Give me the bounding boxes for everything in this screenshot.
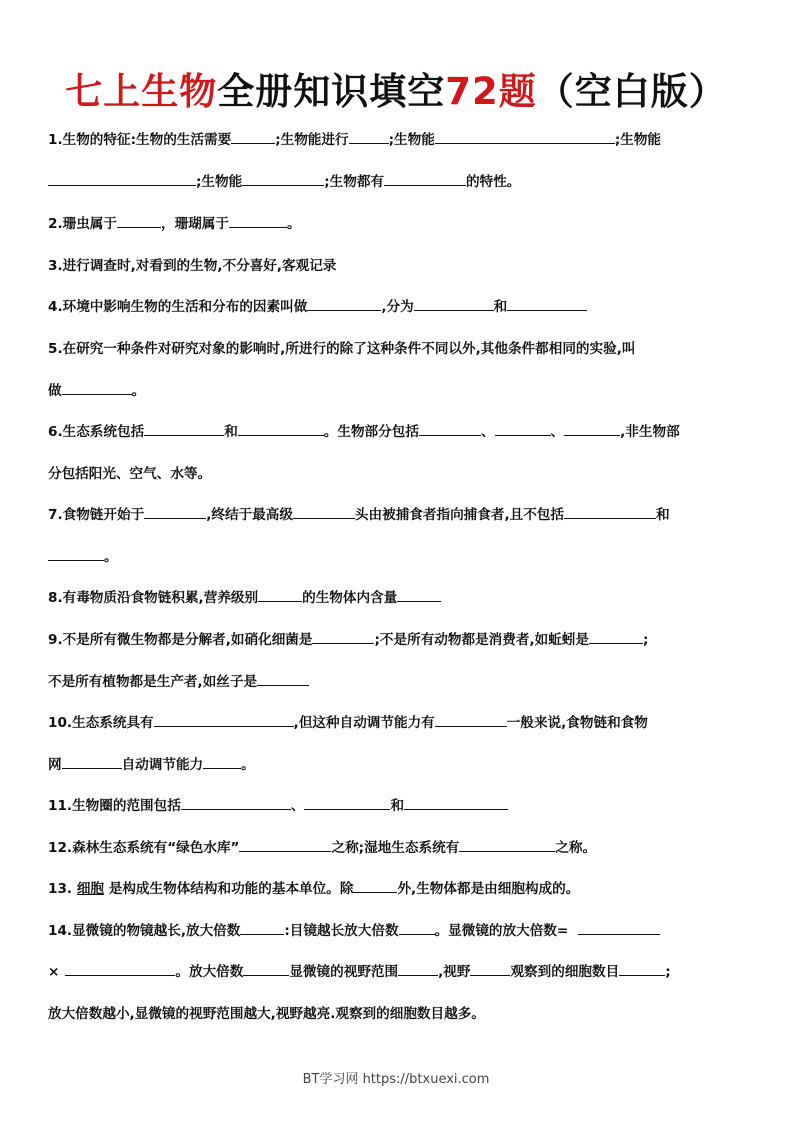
- title-count: 72题: [445, 70, 537, 113]
- fill-blank[interactable]: [240, 920, 284, 935]
- fill-blank[interactable]: [384, 171, 466, 186]
- fill-blank[interactable]: [578, 920, 660, 935]
- q14-line3: 放大倍数越小,显微镜的视野范围越大,视野越亮.观察到的细胞数目越多。: [48, 1006, 485, 1022]
- q1-line2: ;生物能 ;生物都有 的特性。: [48, 170, 520, 194]
- title-version: （空白版）: [536, 70, 727, 113]
- fill-blank[interactable]: [564, 504, 656, 519]
- fill-blank[interactable]: [293, 504, 355, 519]
- fill-blank[interactable]: [307, 296, 381, 311]
- fill-blank[interactable]: [619, 961, 665, 976]
- fill-blank[interactable]: [397, 587, 441, 602]
- q2-line: 2.珊虫属于 ，珊瑚属于 。: [48, 212, 301, 236]
- fill-blank[interactable]: [62, 754, 122, 769]
- q10-line1: 10.生态系统具有 ,但这种自动调节能力有 一般来说,食物链和食物: [48, 711, 648, 735]
- fill-blank[interactable]: [495, 421, 551, 436]
- fill-blank[interactable]: [414, 296, 494, 311]
- fill-blank[interactable]: [564, 421, 620, 436]
- q9-line1: 9.不是所有微生物都是分解者,如硝化细菌是 ;不是所有动物都是消费者,如蚯蚓是 ;: [48, 628, 648, 652]
- q12-line: 12.森林生态系统有“绿色水库” 之称;湿地生态系统有 之称。: [48, 836, 596, 860]
- q7-line2: 。: [48, 545, 118, 569]
- footer-watermark: BT学习网 https://btxuexi.com: [302, 1072, 490, 1087]
- fill-blank[interactable]: [470, 961, 510, 976]
- q6-line1: 6.生态系统包括 和 。生物部分包括 、 、 ,非生物部: [48, 420, 680, 444]
- fill-blank[interactable]: [239, 837, 331, 852]
- underlined-term: 细胞: [76, 881, 105, 897]
- fill-blank[interactable]: [304, 795, 390, 810]
- fill-blank[interactable]: [243, 961, 289, 976]
- q14-line1: 14.显微镜的物镜越长,放大倍数 :目镜越长放大倍数 。显微镜的放大倍数=: [48, 919, 660, 943]
- fill-blank[interactable]: [257, 671, 309, 686]
- q5-line2: 做 。: [48, 379, 145, 403]
- fill-blank[interactable]: [48, 546, 104, 561]
- fill-blank[interactable]: [238, 421, 324, 436]
- fill-blank[interactable]: [48, 171, 196, 186]
- q11-line: 11.生物圈的范围包括 、 和: [48, 794, 508, 818]
- fill-blank[interactable]: [242, 171, 324, 186]
- q7-line1: 7.食物链开始于 ,终结于最高级 头由被捕食者指向捕食者,且不包括 和: [48, 503, 670, 527]
- fill-blank[interactable]: [62, 380, 132, 395]
- q9-line2: 不是所有植物都是生产者,如丝子是: [48, 670, 309, 694]
- fill-blank[interactable]: [203, 754, 241, 769]
- fill-blank[interactable]: [353, 878, 397, 893]
- fill-blank[interactable]: [435, 712, 507, 727]
- page-title: [0, 64, 792, 120]
- fill-blank[interactable]: [435, 129, 615, 144]
- q5-line1: 5.在研究一种条件对研究对象的影响时,所进行的除了这种条件不同以外,其他条件都相同的实验,叫: [48, 341, 636, 357]
- fill-blank[interactable]: [65, 961, 175, 976]
- fill-blank[interactable]: [419, 421, 481, 436]
- title-part-red: 七上生物: [65, 70, 218, 113]
- fill-blank[interactable]: [181, 795, 291, 810]
- fill-blank[interactable]: [312, 629, 374, 644]
- fill-blank[interactable]: [589, 629, 643, 644]
- fill-blank[interactable]: [399, 920, 435, 935]
- fill-blank[interactable]: [349, 129, 389, 144]
- fill-blank[interactable]: [231, 129, 275, 144]
- fill-blank[interactable]: [507, 296, 587, 311]
- fill-blank[interactable]: [144, 421, 224, 436]
- q4-line: 4.环境中影响生物的生活和分布的因素叫做 ,分为 和: [48, 295, 587, 319]
- q1-line1: 1.生物的特征:生物的生活需要 ;生物能进行 ;生物能 ;生物能: [48, 128, 661, 152]
- title-part-black: 全册知识填空: [217, 70, 446, 113]
- q13-line: 13. 细胞 是构成生物体结构和功能的基本单位。除 外,生物体都是由细胞构成的。: [48, 877, 579, 901]
- q6-line2: 分包括阳光、空气、水等。: [48, 466, 212, 482]
- fill-blank[interactable]: [459, 837, 555, 852]
- fill-blank[interactable]: [144, 504, 206, 519]
- fill-blank[interactable]: [229, 213, 287, 228]
- q10-line2: 网 自动调节能力 。: [48, 753, 255, 777]
- fill-blank[interactable]: [154, 712, 294, 727]
- fill-blank[interactable]: [117, 213, 161, 228]
- fill-blank[interactable]: [258, 587, 302, 602]
- fill-blank[interactable]: [398, 961, 438, 976]
- q8-line: 8.有毒物质沿食物链积累,营养级别 的生物体内含量: [48, 586, 441, 610]
- q14-line2: × 。放大倍数 显微镜的视野范围 ,视野 观察到的细胞数目 ;: [48, 960, 671, 984]
- fill-blank[interactable]: [404, 795, 508, 810]
- q3-line: 3.进行调查时,对看到的生物,不分喜好,客观记录: [48, 258, 337, 274]
